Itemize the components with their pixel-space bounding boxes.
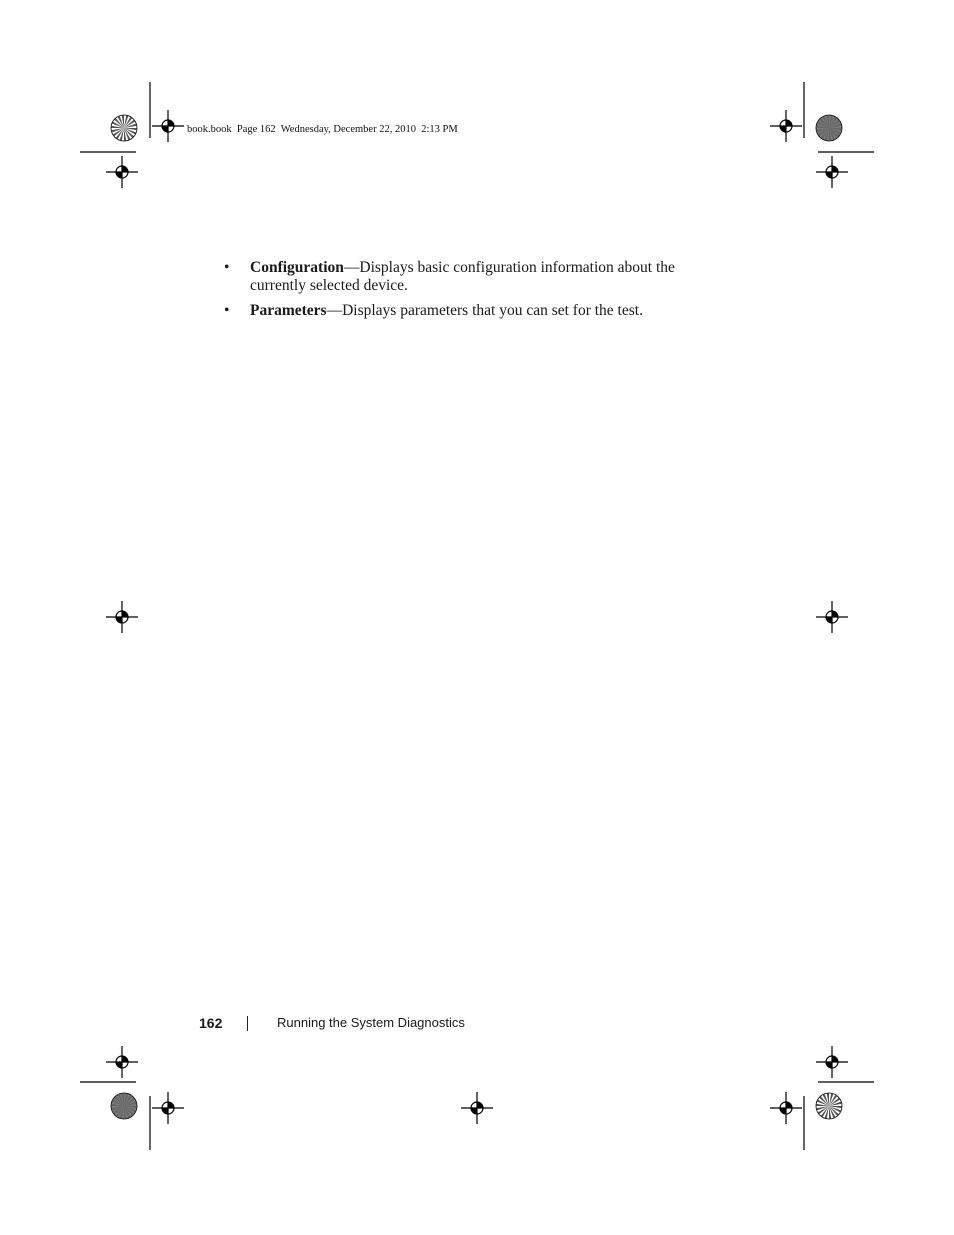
registration-target-icon xyxy=(770,1092,802,1124)
registration-target-icon xyxy=(816,601,848,633)
footer-section-title: Running the System Diagnostics xyxy=(277,1015,465,1030)
bullet-text: Displays basic configuration information about the currently selected device. xyxy=(250,259,675,294)
registration-target-icon xyxy=(816,156,848,188)
registration-target-icon xyxy=(106,601,138,633)
footer-divider xyxy=(247,1016,248,1031)
registration-target-icon xyxy=(816,1046,848,1078)
bullet-icon: • xyxy=(224,302,230,319)
bullet-term: Parameters xyxy=(250,302,327,319)
registration-target-icon xyxy=(106,156,138,188)
bullet-term: Configuration xyxy=(250,259,344,276)
registration-target-icon xyxy=(461,1092,493,1124)
page-number: 162 xyxy=(199,1015,223,1031)
bullet-icon: • xyxy=(224,259,230,276)
star-target-icon xyxy=(816,1093,842,1119)
registration-target-icon xyxy=(770,110,802,142)
print-slug: book.book Page 162 Wednesday, December 22, 2010 2:13 PM xyxy=(187,124,458,135)
registration-target-icon xyxy=(106,1046,138,1078)
star-target-icon xyxy=(111,1093,137,1119)
bullet-text: Displays parameters that you can set for the test. xyxy=(342,302,643,319)
em-dash: — xyxy=(343,259,360,276)
em-dash: — xyxy=(326,302,343,319)
star-target-icon xyxy=(111,115,137,141)
registration-target-icon xyxy=(152,1092,184,1124)
registration-target-icon xyxy=(152,110,184,142)
star-target-icon xyxy=(816,115,842,141)
bullet-list xyxy=(222,259,692,327)
list-item xyxy=(222,259,692,295)
list-item xyxy=(222,302,692,320)
